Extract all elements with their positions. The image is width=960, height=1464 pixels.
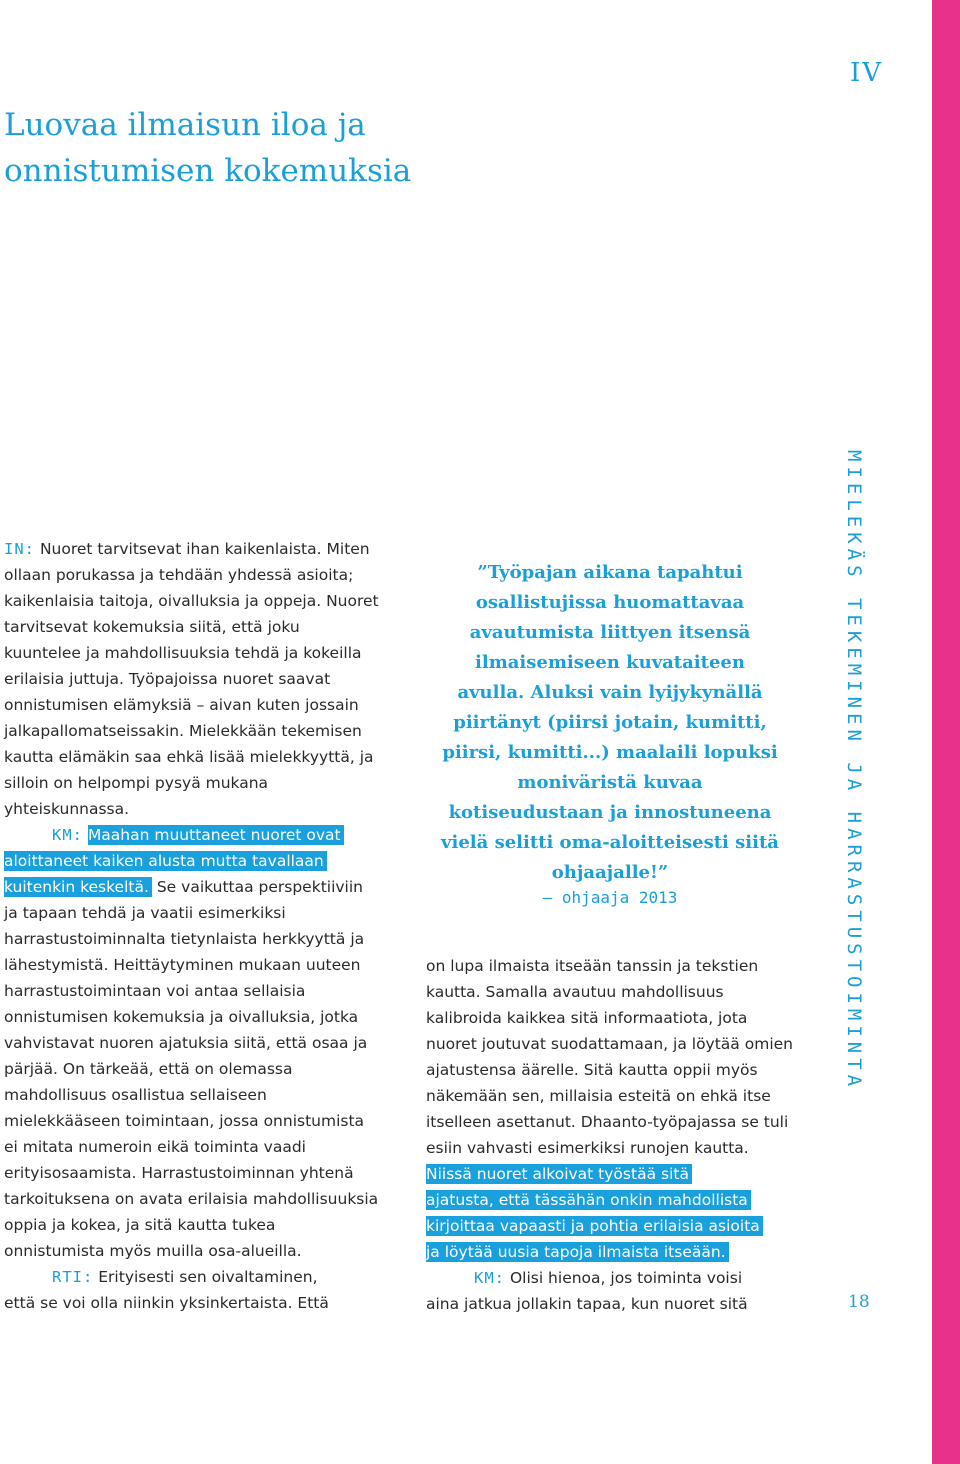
quote-attribution: – ohjaaja 2013	[542, 888, 678, 907]
highlighted-text: kuitenkin keskeltä.	[4, 877, 152, 897]
left-column	[4, 536, 379, 1316]
paragraph-text: Nuoret tarvitsevat ihan kaikenlaista.	[39, 540, 322, 558]
paragraph-rti-cont	[4, 1290, 379, 1316]
paragraph-text: Erityisesti sen oivaltaminen,	[98, 1268, 318, 1286]
paragraph-text: että se voi olla niinkin yksinkertaista. Että	[4, 1294, 329, 1312]
highlighted-text: Niissä nuoret alkoivat työstää sitä	[426, 1164, 692, 1184]
speaker-label-rti: RTI:	[52, 1268, 94, 1286]
page-title: Luovaa ilmaisun iloa ja onnistumisen kokemuksia	[4, 107, 412, 189]
page-number: 18	[848, 1292, 870, 1312]
speaker-label-km: KM:	[52, 826, 83, 844]
chapter-number: IV	[850, 58, 884, 88]
highlighted-text: ja löytää uusia tapoja ilmaista itseään.	[426, 1242, 729, 1262]
paragraph-text: Se vaikuttaa perspektiiviin ja tapaan tehdä ja vaatii esimerkiksi harrastustoiminnalta tietynlaista herkkyyttä ja lähestymistä. Heittäytyminen mukaan uuteen harrastustoimintaan voi antaa sellaisia onnistumisen kokemuksia ja oivalluksia, jotka vahvistavat nuoren ajatuksia siitä, että osaa ja pärjää. On tärkeää, että on olemassa mahdollisuus osallistua sellaiseen mielekkääseen toimintaan, jossa onnistumista ei mitata numeroin eikä toiminta vaadi erityisosaamista. Harrastustoiminnan yhtenä tarkoituksena on avata erilaisia mahdollisuuksia oppia ja kokea, ja sitä kautta tukea onnistumista myös muilla osa-alueilla.	[4, 878, 379, 1260]
highlighted-text: aloittaneet kaiken alusta mutta tavallaan	[4, 851, 327, 871]
paragraph-km-right	[426, 1265, 798, 1291]
pink-edge-bar	[932, 0, 960, 1464]
paragraph-in	[4, 536, 379, 822]
speaker-label-km: KM:	[474, 1269, 505, 1287]
highlighted-text: Maahan muuttaneet nuoret ovat	[88, 825, 344, 845]
paragraph-text: on lupa ilmaista itseään tanssin ja tekstien kautta. Samalla avautuu mahdollisuus kalibroida kaikkea sitä informaatiota, jota nuoret joutuvat suodattamaan, ja löytää omien ajatustensa äärelle. Sitä kautta oppii myös näkemään sen, millaisia esteitä on ehkä itse itselleen asettanut. Dhaanto-työpajassa se tuli esiin vahvasti esimerkiksi runojen kautta.	[426, 957, 793, 1157]
paragraph-rti	[4, 1264, 379, 1290]
pull-quote: ”Työpajan aikana tapahtui osallistujissa huomattavaa avautumista liittyen itsensä ilmaisemiseen kuvataiteen avulla. Aluksi vain lyijykynällä piirtänyt (piirsi jotain, kumitti, piirsi, kumitti...) maalaili lopuksi moniväristä kuvaa kotiseudustaan ja innostuneena vielä selitti oma-aloitteisesti siitä ohjaajalle!”	[441, 562, 779, 883]
paragraph-km	[4, 822, 379, 848]
paragraph-text: Miten ollaan porukassa ja tehdään yhdessä asioita; kaikenlaisia taitoja, oivalluksia ja oppeja. Nuoret tarvitsevat kokemuksia siitä, että joku kuuntelee ja mahdollisuuksia tehdä ja kokeilla erilaisia juttuja. Työpajoissa nuoret saavat onnistumisen elämyksiä – aivan kuten jossain jalkapallomatseissakin. Mielekkään tekemisen kautta elämäkin saa ehkä lisää mielekkyyttä, ja silloin on helpompi pysyä mukana yhteiskunnassa.	[4, 540, 379, 818]
paragraph-text: Olisi hienoa, jos toiminta voisi	[509, 1269, 743, 1287]
highlighted-text: kirjoittaa vapaasti ja pohtia erilaisia asioita	[426, 1216, 763, 1236]
section-heading-vertical: MIELEKÄS TEKEMINEN JA HARRASTUSTOIMINTA	[843, 450, 865, 1092]
paragraph-km-cont	[4, 848, 379, 1264]
speaker-label-in: IN:	[4, 540, 35, 558]
right-column	[426, 953, 798, 1317]
paragraph-continued	[426, 953, 798, 1265]
paragraph-km-right-cont	[426, 1291, 798, 1317]
paragraph-text: aina jatkua jollakin tapaa, kun nuoret sitä	[426, 1295, 748, 1313]
highlighted-text: ajatusta, että tässähän onkin mahdollista	[426, 1190, 751, 1210]
